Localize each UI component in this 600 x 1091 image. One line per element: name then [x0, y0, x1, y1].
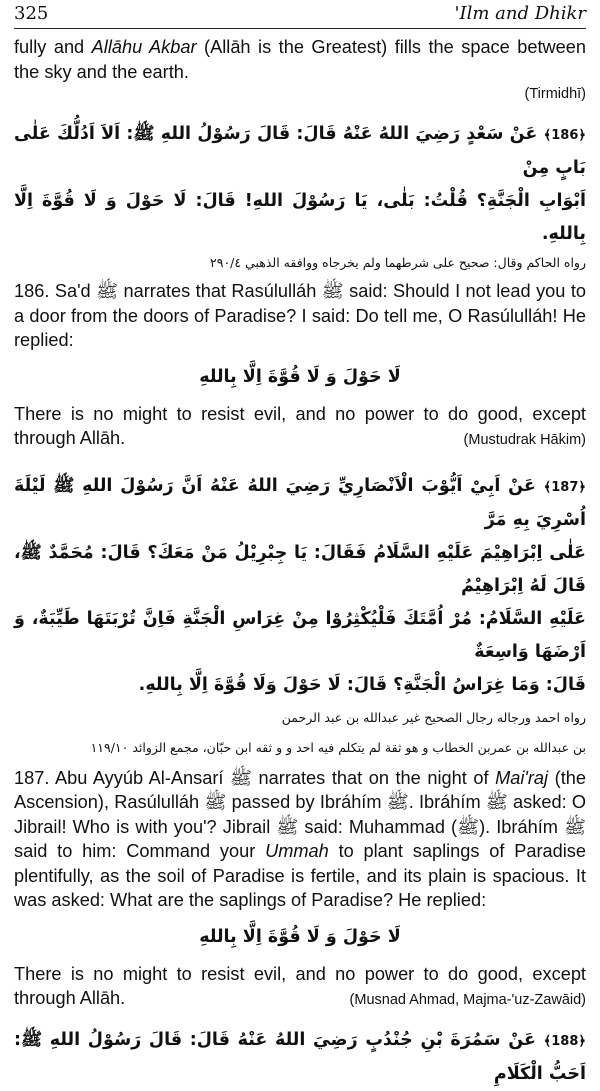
hadith-186-reference: (Mustudrak Hākim): [463, 431, 586, 448]
hadith-187-marker: ﴿187﴾: [543, 479, 586, 495]
hadith-186: [14, 118, 586, 450]
hadith-187-arabic-line-2: عَلٰى اِبْرَاهِيْمَ عَلَيْهِ السَّلَامُ فَقَالَ: يَا جِبْرِيْلُ مَنْ مَعَكَ؟ قَالَ: مُحَمَّدٌ ﷺ، قَالَ لَهُ اِبْرَاهِيْمُ: [14, 542, 586, 596]
hadith-186-english: 186. Sa'd ﷺ narrates that Rasúlulláh ﷺ said: Should I not lead you to a door from the doors of Paradise? I said: Do tell me, O Rasúlulláh! He replied:: [14, 281, 586, 350]
hadith-187-translation: There is no might to resist evil, and no power to do good, except through Allāh.: [14, 963, 586, 1008]
hadith-188-marker: ﴿188﴾: [543, 1033, 586, 1049]
hadith-186-marker: ﴿186﴾: [543, 128, 586, 143]
running-title: 'Ilm and Dhikr: [454, 3, 586, 24]
italic-term: Ummah: [265, 841, 329, 861]
hadith-187-source-line-1: رواه احمد ورجاله رجال الصحيح غير عبدالله بن عبد الرحمن: [281, 709, 586, 725]
hadith-187-arabic-line-3: عَلَيْهِ السَّلَامُ: مُرْ اُمَّتَكَ فَلْيُكْثِرُوْا مِنْ غِرَاسِ الْجَنَّةِ فَاِنَّ تُرْبَتَهَا طَيِّبَةٌ، وَ اَرْضَهَا وَاسِعَةٌ: [14, 608, 586, 662]
hadith-186-dua: لَا حَوْلَ وَ لَا قُوَّةَ اِلَّا بِاللهِ: [199, 366, 401, 387]
hadith-186-translation: There is no might to resist evil, and no power to do good, except through Allāh.: [14, 403, 586, 448]
hadith-186-arabic-line-2: اَبْوَابِ الْجَنَّةِ؟ قُلْتُ: بَلٰى، يَا رَسُوْلَ اللهِ! قَالَ: لَا حَوْلَ وَ لَا قُوَّةَ اِلَّا بِاللهِ.: [14, 191, 586, 244]
italic-term: Mai'raj: [495, 767, 549, 788]
hadith-188: [14, 1024, 586, 1091]
hadith-188-arabic-line-1: ﴿188﴾ عَنْ سَمُرَةَ بْنِ جُنْدُبٍ رَضِيَ اللهُ عَنْهُ قَالَ: قَالَ رَسُوْلُ اللهِ ﷺ: اَحَبُّ الْكَلَامِ: [14, 1029, 586, 1084]
hadith-187-reference: (Musnad Ahmad, Majma-'uz-Zawāid): [349, 991, 586, 1008]
hadith-186-source: رواه الحاكم وقال: صحيح على شرطهما ولم يخرجاه ووافقه الذهبي ٢٩٠/٤: [210, 255, 586, 270]
hadith-186-arabic-line-1: ﴿186﴾ عَنْ سَعْدٍ رَضِيَ اللهُ عَنْهُ قَالَ: قَالَ رَسُوْلُ اللهِ ﷺ: اَلاَ اَدُلُّكَ عَلٰى بَابٍ مِنْ: [14, 124, 586, 178]
hadith-187: [14, 470, 586, 1010]
intro-reference: (Tirmidhī): [524, 86, 586, 102]
hadith-187-arabic-line-1: ﴿187﴾ عَنْ اَبِيْ اَيُّوْبَ الْاَنْصَارِيِّ رَضِيَ اللهُ عَنْهُ اَنَّ رَسُوْلَ اللهِ ﷺ لَيْلَةَ اُسْرِيَ بِهِ مَرَّ: [14, 475, 586, 530]
intro-paragraph: fully and Allāhu Akbar (Allāh is the Greatest) fills the space between the sky and the earth. (Tirmidhī): [14, 37, 587, 102]
hadith-187-source-line-2: بن عبدالله بن عمربن الخطاب و هو ثقة لم يتكلم فيه احد و و ثقه ابن حبّان، مجمع الزوائد ١١٩/١٠: [90, 739, 586, 755]
page-number: 325: [14, 3, 49, 24]
italic-term: Allāhu Akbar: [91, 37, 197, 57]
hadith-187-dua: لَا حَوْلَ وَ لَا قُوَّةَ اِلَّا بِاللهِ: [199, 926, 401, 947]
page-header: [14, 2, 586, 29]
hadith-187-english: 187. Abu Ayyúb Al-Ansarí ﷺ narrates that on the night of Mai'raj (the Ascension), Rasúlulláh ﷺ passed by Ibráhím ﷺ. Ibráhím ﷺ asked: O Jibrail! Who is with you'? Jibrail ﷺ said: Muhammad (ﷺ). Ibráhím ﷺ said to him: Command your Ummah to plant saplings of Paradise plentifully, as the soil of Paradise is fertile, and its plain is spacious. It was asked: What are the saplings of Paradise? He replied:: [14, 767, 586, 910]
hadith-187-arabic-line-4: قَالَ: وَمَا غِرَاسُ الْجَنَّةِ؟ قَالَ: لَا حَوْلَ وَلَا قُوَّةَ اِلَّا بِاللهِ.: [138, 674, 586, 695]
